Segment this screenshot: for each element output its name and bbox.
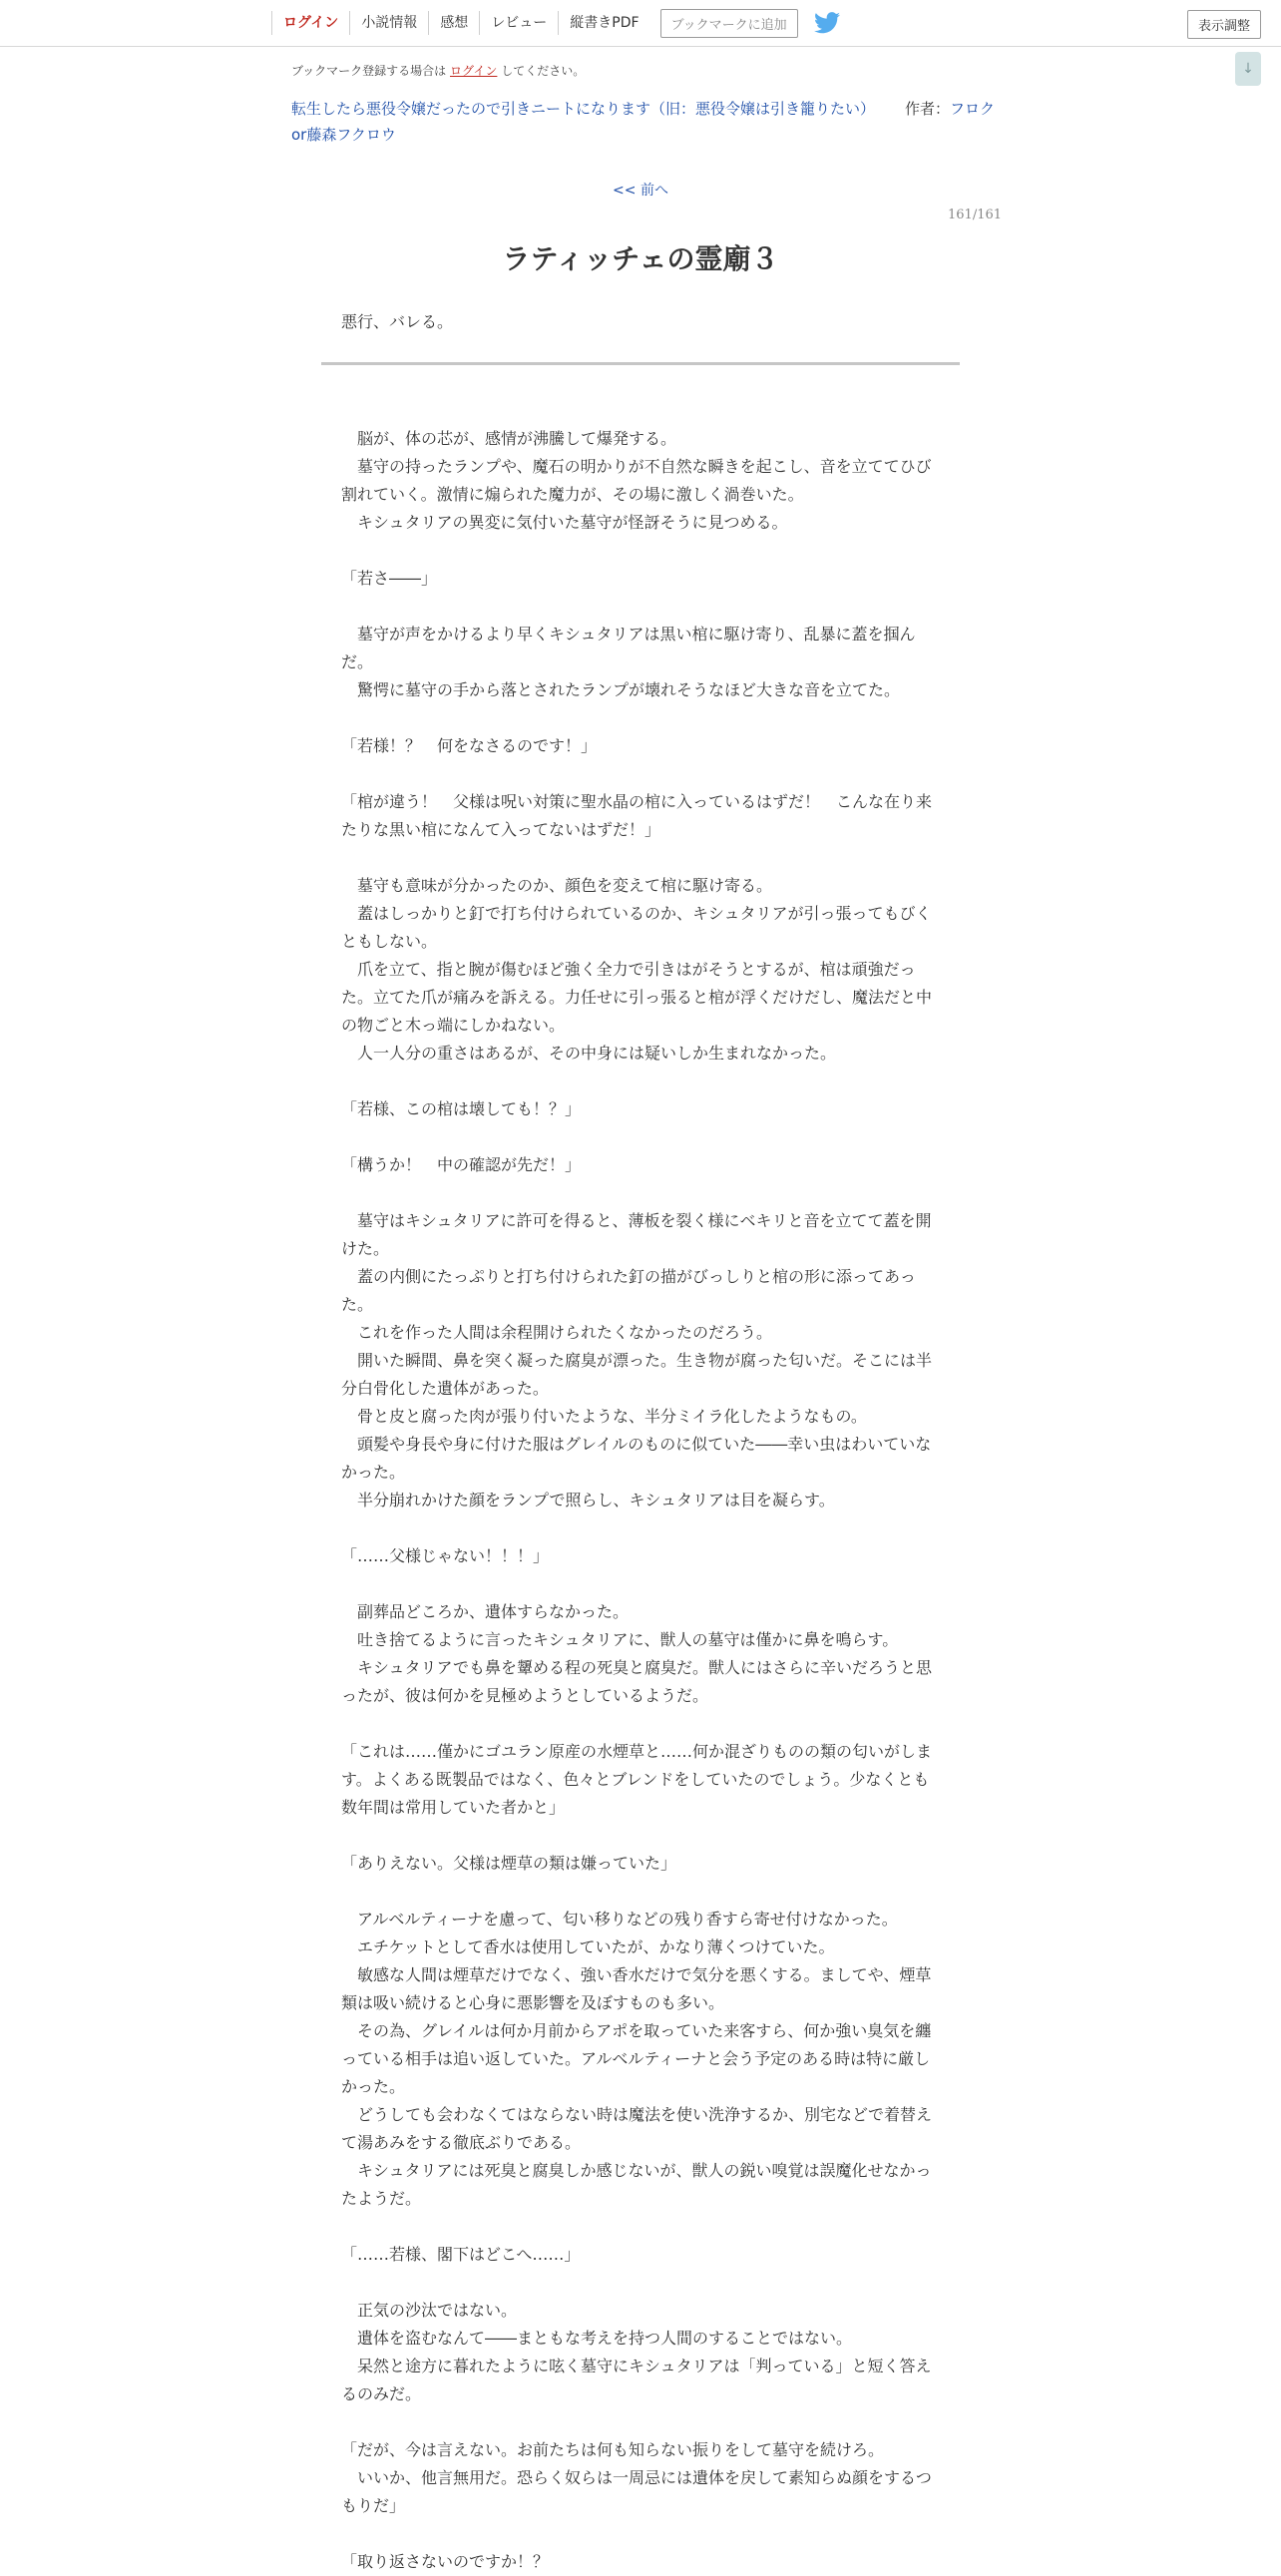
body-paragraph: 呆然と途方に暮れたように呟く墓守にキシュタリアは「判っている」と短く答えるのみだ。 bbox=[341, 2357, 932, 2403]
page-number: 161/161 bbox=[948, 208, 1003, 222]
novel-title-link[interactable]: 転生したら悪役令嬢だったので引きニートになります（旧：悪役令嬢は引き籠りたい） bbox=[291, 100, 876, 118]
body-paragraph: いいか、他言無用だ。恐らく奴らは一周忌には遺体を戻して素知らぬ顔をするつもりだ」 bbox=[341, 2468, 932, 2515]
body-paragraph: 墓守はキシュタリアに許可を得ると、薄板を裂く様にベキリと音を立てて蓋を開けた。 bbox=[341, 1211, 932, 1258]
blank-line bbox=[341, 1878, 940, 1906]
body-paragraph: 開いた瞬間、鼻を突く凝った腐臭が漂った。生き物が腐った匂いだ。そこには半分白骨化した遺体があった。 bbox=[341, 1351, 933, 1398]
body-paragraph: アルベルティーナを慮って、匂い移りなどの残り香すら寄せ付けなかった。 bbox=[341, 1910, 898, 1929]
body-paragraph: 吐き捨てるように言ったキシュタリアに、獣人の墓守は僅かに鼻を鳴らす。 bbox=[341, 1630, 899, 1649]
nav-login[interactable]: ログイン bbox=[271, 11, 349, 35]
scroll-down-button[interactable]: ↓ bbox=[1235, 52, 1261, 86]
blank-line bbox=[341, 1068, 940, 1095]
preface-divider bbox=[321, 362, 960, 365]
body-paragraph: 「だが、今は言えない。お前たちは何も知らない振りをして墓守を続けろ。 bbox=[341, 2440, 885, 2459]
blank-line bbox=[341, 844, 940, 872]
body-paragraph: 「若さ――」 bbox=[341, 569, 438, 588]
body-paragraph: 「ありえない。父様は煙草の類は嫌っていた」 bbox=[341, 1854, 677, 1873]
blank-line bbox=[341, 537, 940, 565]
blank-line bbox=[341, 1822, 940, 1850]
body-paragraph: その為、グレイルは何か月前からアポを取っていた来客すら、何か強い臭気を纏っている相手は追い返していた。アルベルティーナと会う予定のある時は特に厳しかった。 bbox=[341, 2021, 932, 2096]
body-paragraph: 墓守が声をかけるより早くキシュタリアは黒い棺に駆け寄り、乱暴に蓋を掴んだ。 bbox=[341, 625, 916, 671]
body-paragraph: 「若様！？ 何をなさるのです！」 bbox=[341, 736, 598, 755]
body-paragraph: 蓋はしっかりと釘で打ち付けられているのか、キシュタリアが引っ張ってもびくともしない。 bbox=[341, 904, 932, 951]
body-paragraph: キシュタリアの異変に気付いた墓守が怪訝そうに見つめる。 bbox=[341, 513, 788, 532]
blank-line bbox=[341, 704, 940, 732]
body-paragraph: 副葬品どころか、遺体すらなかった。 bbox=[341, 1602, 630, 1621]
nav-impressions[interactable]: 感想 bbox=[428, 11, 479, 35]
body-paragraph: どうしても会わなくてはならない時は魔法を使い洗浄するか、別宅などで着替えて湯あみをする徹底ぶりである。 bbox=[341, 2105, 933, 2152]
body-paragraph: 「……父様じゃない！！！」 bbox=[341, 1546, 550, 1565]
display-settings-button[interactable]: 表示調整 bbox=[1187, 10, 1261, 39]
body-paragraph: 「若様、この棺は壊しても！？」 bbox=[341, 1099, 582, 1118]
bookmark-note bbox=[291, 62, 585, 79]
body-paragraph: 驚愕に墓守の手から落とされたランプが壊れそうなほど大きな音を立てた。 bbox=[341, 680, 901, 699]
add-bookmark-button[interactable]: ブックマークに追加 bbox=[660, 9, 798, 38]
nav-vertical-pdf[interactable]: 縦書きPDF bbox=[558, 11, 649, 35]
body-paragraph: 遺体を盗むなんて――まともな考えを持つ人間のすることではない。 bbox=[341, 2329, 853, 2348]
body-paragraph: これを作った人間は余程開けられたくなかったのだろう。 bbox=[341, 1323, 773, 1342]
nav-novel-info[interactable]: 小説情報 bbox=[349, 11, 428, 35]
top-header bbox=[0, 0, 1281, 47]
body-paragraph: エチケットとして香水は使用していたが、かなり薄くつけていた。 bbox=[341, 1937, 835, 1956]
body-paragraph: 半分崩れかけた顔をランプで照らし、キシュタリアは目を凝らす。 bbox=[341, 1491, 835, 1509]
author-link[interactable]: フロクor藤森フクロウ bbox=[291, 100, 996, 144]
blank-line bbox=[341, 2213, 940, 2241]
header-nav bbox=[271, 0, 840, 46]
body-paragraph: 「……若様、閣下はどこへ……」 bbox=[341, 2245, 581, 2264]
body-paragraph: 蓋の内側にたっぷりと打ち付けられた釘の描がびっしりと棺の形に添ってあった。 bbox=[341, 1267, 916, 1314]
body-paragraph: 骨と皮と腐った肉が張り付いたような、半分ミイラ化したようなもの。 bbox=[341, 1407, 867, 1426]
body-paragraph: 墓守も意味が分かったのか、顔色を変えて棺に駆け寄る。 bbox=[341, 876, 773, 895]
blank-line bbox=[341, 2408, 940, 2436]
nav-review[interactable]: レビュー bbox=[479, 11, 558, 35]
blank-line bbox=[341, 2269, 940, 2297]
body-paragraph: 「構うか！ 中の確認が先だ！」 bbox=[341, 1155, 582, 1174]
body-paragraph: 脳が、体の芯が、感情が沸騰して爆発する。 bbox=[341, 429, 677, 448]
blank-line bbox=[341, 1179, 940, 1207]
body-paragraph: 爪を立て、指と腕が傷むほど強く全力で引きはがそうとするが、棺は頑強だった。立てた爪が痛みを訴える。力任せに引っ張ると棺が浮くだけだし、魔法だと中の物ごと木っ端にしかねない。 bbox=[341, 960, 933, 1035]
blank-line bbox=[341, 1710, 940, 1738]
body-paragraph: 頭髪や身長や身に付けた服はグレイルのものに似ていた――幸い虫はわいていなかった。 bbox=[341, 1435, 932, 1482]
bookmark-login-link[interactable]: ログイン bbox=[450, 64, 498, 78]
prev-page-link bbox=[0, 180, 1281, 200]
body-paragraph: 「これは……僅かにゴユラン原産の水煙草と……何か混ざりものの類の匂いがします。よくある既製品ではなく、色々とブレンドをしていたのでしょう。少なくとも数年間は常用していた者かと」 bbox=[341, 1742, 933, 1817]
body-paragraph: 人一人分の重さはあるが、その中身には疑いしか生まれなかった。 bbox=[341, 1044, 837, 1063]
chapter-body bbox=[341, 425, 940, 2576]
author-label: 作者： bbox=[905, 100, 951, 118]
twitter-icon[interactable] bbox=[814, 12, 840, 34]
body-paragraph: 敏感な人間は煙草だけでなく、強い香水だけで気分を悪くする。ましてや、煙草類は吸い続けると心身に悪影響を及ぼすものも多い。 bbox=[341, 1965, 932, 2012]
blank-line bbox=[341, 1514, 940, 1542]
blank-line bbox=[341, 2520, 940, 2548]
chapter-title: ラティッチェの霊廟３ bbox=[502, 242, 779, 275]
blank-line bbox=[341, 1570, 940, 1598]
chapter-preface: 悪行、バレる。 bbox=[341, 312, 454, 331]
blank-line bbox=[341, 1123, 940, 1151]
body-paragraph: 「取り返さないのですか！？ bbox=[341, 2552, 550, 2571]
blank-line bbox=[341, 593, 940, 621]
body-paragraph: キシュタリアには死臭と腐臭しか感じないが、獣人の鋭い嗅覚は誤魔化せなかったようだ。 bbox=[341, 2161, 932, 2208]
bookmark-note-after: してください。 bbox=[501, 64, 586, 78]
bookmark-note-before: ブックマーク登録する場合は bbox=[291, 64, 447, 78]
novel-info-line bbox=[291, 96, 1010, 148]
body-paragraph: 墓守の持ったランプや、魔石の明かりが不自然な瞬きを起こし、音を立ててひび割れていく。激情に煽られた魔力が、その場に激しく渦巻いた。 bbox=[341, 457, 932, 504]
body-paragraph: 「棺が違う！ 父様は呪い対策に聖水晶の棺に入っているはずだ！ こんな在り来たりな黒い棺になんて入ってないはずだ！」 bbox=[341, 792, 933, 839]
body-paragraph: 正気の沙汰ではない。 bbox=[341, 2301, 518, 2320]
prev-link[interactable]: << 前へ bbox=[613, 183, 668, 199]
blank-line bbox=[341, 760, 940, 788]
body-paragraph: キシュタリアでも鼻を顰める程の死臭と腐臭だ。獣人にはさらに辛いだろうと思ったが、彼は何かを見極めようとしているようだ。 bbox=[341, 1658, 933, 1705]
